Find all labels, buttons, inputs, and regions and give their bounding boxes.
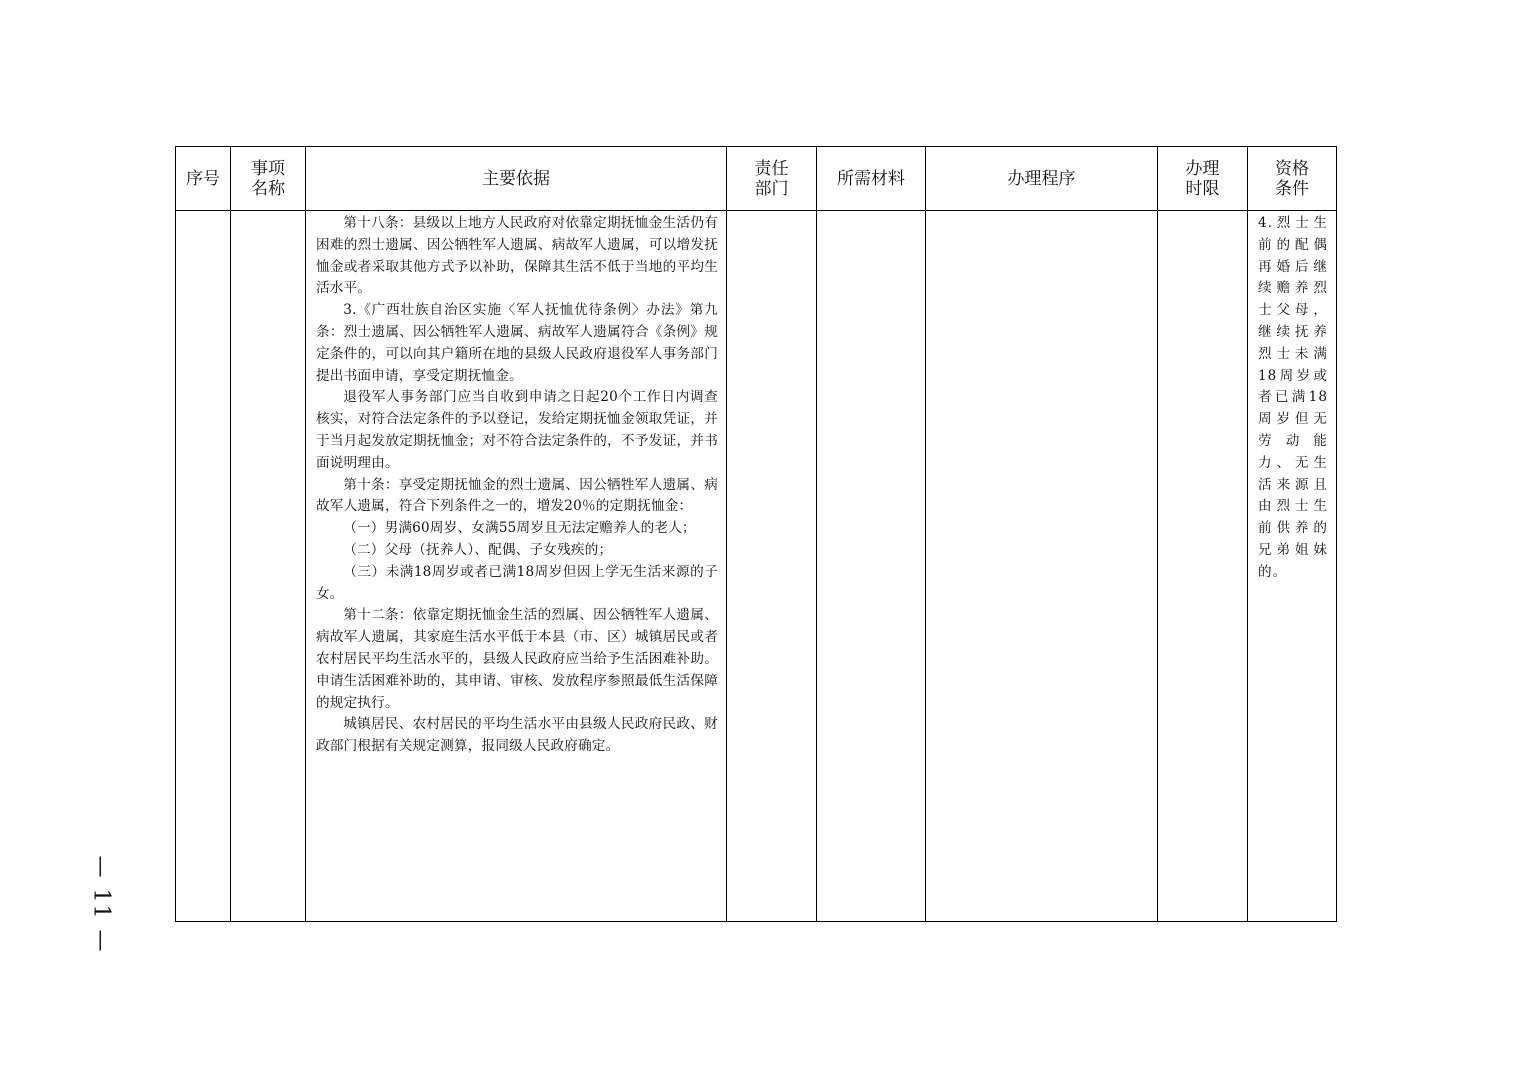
cell-item-name xyxy=(231,211,306,922)
basis-paragraph: 城镇居民、农村居民的平均生活水平由县级人民政府民政、财政部门根据有关规定测算，报同级人民政府确定。 xyxy=(316,716,718,755)
page-number xyxy=(86,852,116,956)
cell-procedure xyxy=(926,211,1158,922)
basis-text xyxy=(306,211,726,758)
basis-paragraph: （一）男满60周岁、女满55周岁且无法定赡养人的老人； xyxy=(343,520,696,537)
header-item-name: 事项名称 xyxy=(231,147,306,211)
cell-qualification xyxy=(1248,211,1337,922)
cell-seq xyxy=(176,211,231,922)
cell-time-limit xyxy=(1158,211,1248,922)
table-header-row xyxy=(176,147,1337,211)
basis-paragraph: 退役军人事务部门应当自收到申请之日起20个工作日内调查核实，对符合法定条件的予以登记，发给定期抚恤金领取凭证，并于当月起发放定期抚恤金；对不符合法定条件的，不予发证，并书面说明理由。 xyxy=(316,389,718,471)
header-seq: 序号 xyxy=(176,147,231,211)
header-time-limit: 办理时限 xyxy=(1158,147,1248,211)
cell-materials xyxy=(817,211,926,922)
header-procedure: 办理程序 xyxy=(926,147,1158,211)
basis-paragraph: （二）父母（抚养人）、配偶、子女残疾的； xyxy=(343,541,613,558)
header-basis: 主要依据 xyxy=(306,147,727,211)
basis-paragraph: 第十二条：依靠定期抚恤金生活的烈属、因公牺牲军人遗属、病故军人遗属，其家庭生活水平低于本县（市、区）城镇居民或者农村居民平均生活水平的，县级人民政府应当给予生活困难补助。申请生活困难补助的，其申请、审核、发放程序参照最低生活保障的规定执行。 xyxy=(316,607,718,711)
header-materials: 所需材料 xyxy=(817,147,926,211)
basis-paragraph: 第十条：享受定期抚恤金的烈士遗属、因公牺牲军人遗属、病故军人遗属，符合下列条件之一的，增发20％的定期抚恤金： xyxy=(316,476,718,515)
basis-paragraph: （三）未满18周岁或者已满18周岁但因上学无生活来源的子女。 xyxy=(316,563,718,602)
page-number-text: — 11 — xyxy=(88,855,114,953)
header-qualification: 资格条件 xyxy=(1248,147,1337,211)
header-department: 责任部门 xyxy=(727,147,817,211)
basis-paragraph: 第十八条：县级以上地方人民政府对依靠定期抚恤金生活仍有困难的烈士遗属、因公牺牲军人遗属、病故军人遗属，可以增发抚恤金或者采取其他方式予以补助，保障其生活不低于当地的平均生活水平。 xyxy=(316,215,718,297)
basis-paragraph: 3.《广西壮族自治区实施〈军人抚恤优待条例〉办法》第九条：烈士遗属、因公牺牲军人遗属、病故军人遗属符合《条例》规定条件的，可以向其户籍所在地的县级人民政府退役军人事务部门提出书面申请，享受定期抚恤金。 xyxy=(316,302,718,384)
table-row xyxy=(176,211,1337,922)
qualification-text: 4.烈士生前的配偶再婚后继续赡养烈士父母，继续抚养烈士未满18周岁或者已满18周岁但无劳动能力、无生活来源且由烈士生前供养的兄弟姐妹的。 xyxy=(1258,215,1328,580)
cell-basis xyxy=(306,211,727,922)
matters-table xyxy=(175,146,1337,922)
cell-department xyxy=(727,211,817,922)
